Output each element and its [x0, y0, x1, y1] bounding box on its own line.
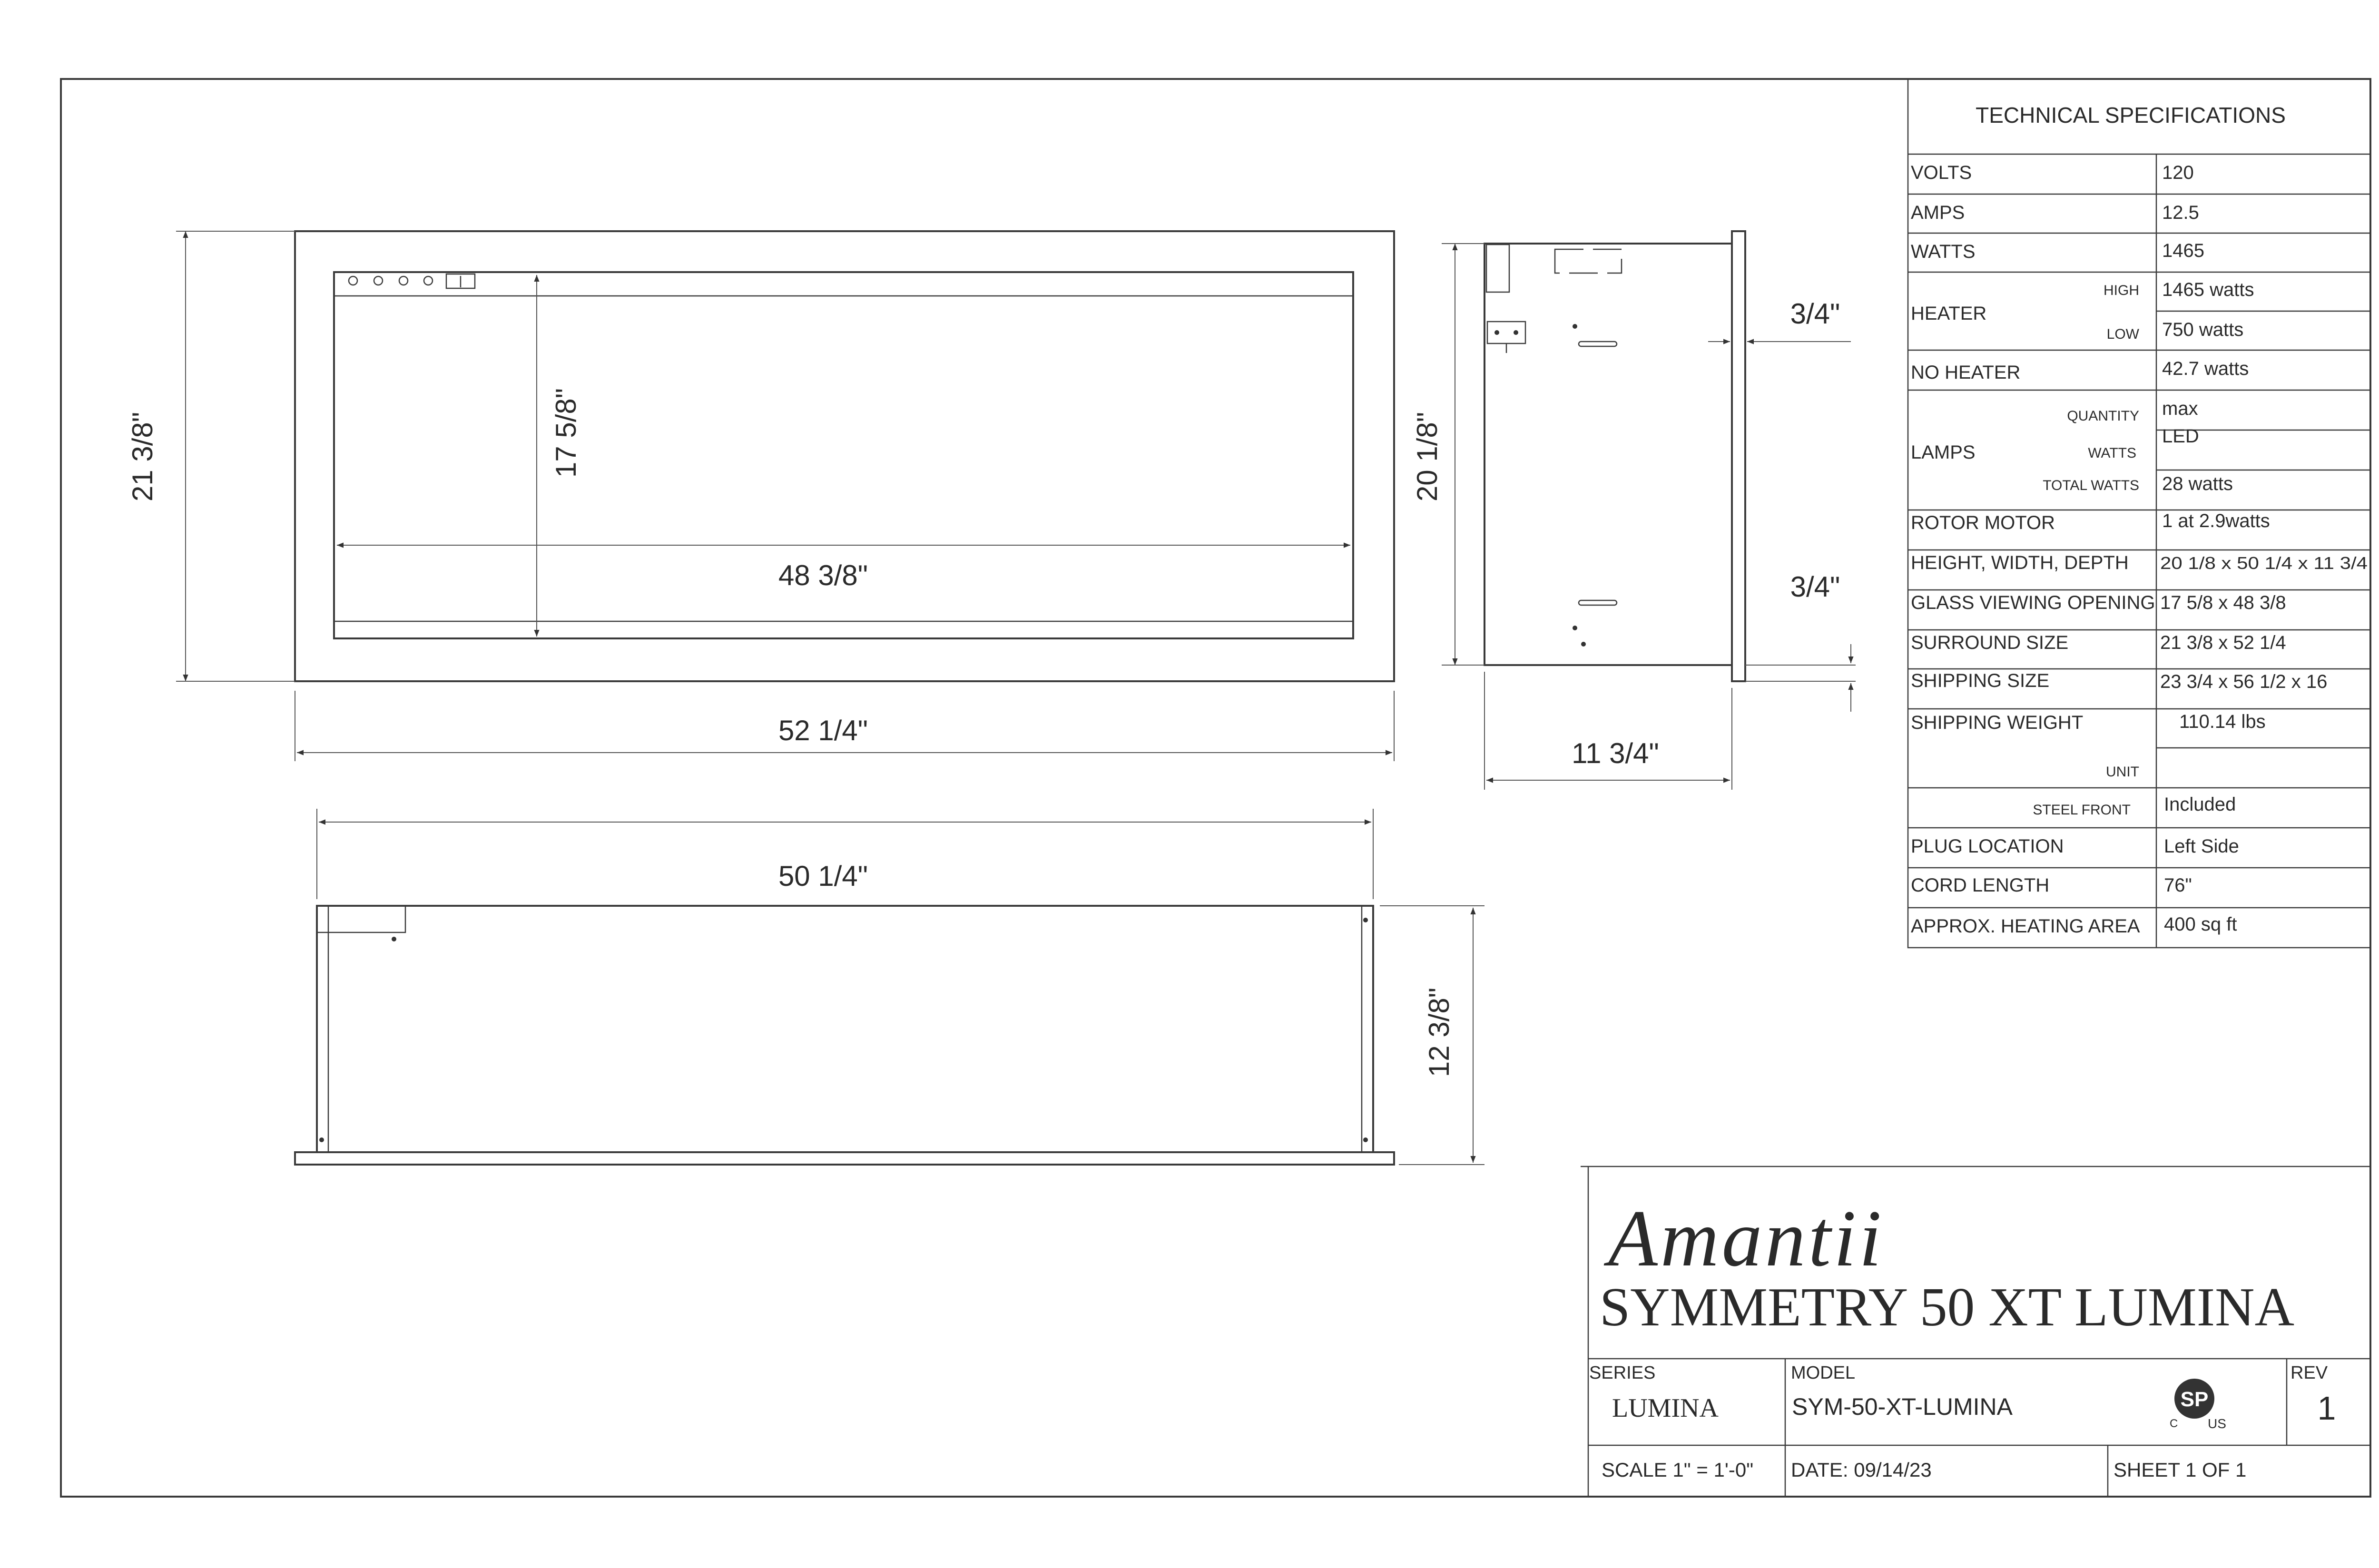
spec-shipping-weight: 110.14 lbs [2179, 711, 2266, 732]
scale-text: SCALE 1" = 1'-0" [1602, 1459, 1754, 1481]
spec-high: 1465 watts [2162, 279, 2254, 300]
cert-mark-text: SP [2180, 1388, 2209, 1411]
spec-plug: Left Side [2164, 836, 2239, 857]
side-flange [1732, 231, 1745, 681]
spec-glass-label: GLASS VIEWING OPENING [1911, 592, 2155, 613]
spec-cord: 76" [2164, 875, 2192, 896]
model-value: SYM-50-XT-LUMINA [1792, 1393, 2013, 1420]
side-body [1484, 244, 1732, 665]
spec-watts: 1465 [2162, 240, 2204, 261]
spec-amps: 12.5 [2162, 202, 2199, 223]
spec-low-label: LOW [2106, 326, 2139, 342]
dim-top-height: 12 3/8" [1423, 987, 1455, 1078]
spec-total-watts: 28 watts [2162, 473, 2233, 494]
sheet-text: SHEET 1 OF 1 [2114, 1459, 2247, 1481]
spec-hwd-label: HEIGHT, WIDTH, DEPTH [1911, 552, 2129, 573]
cert-c-text: C [2170, 1417, 2178, 1430]
date-text: DATE: 09/14/23 [1791, 1459, 1932, 1481]
spec-unit-label: UNIT [2106, 764, 2139, 780]
spec-surround: 21 3/8 x 52 1/4 [2160, 632, 2286, 653]
front-view [176, 231, 1394, 761]
spec-volts: 120 [2162, 162, 2194, 183]
cert-us-text: US [2208, 1416, 2226, 1431]
spec-heating-area: 400 sq ft [2164, 914, 2237, 935]
spec-heating-area-label: APPROX. HEATING AREA [1911, 916, 2140, 937]
spec-lamps-label: LAMPS [1911, 442, 1976, 463]
spec-total-watts-label: TOTAL WATTS [2043, 478, 2139, 493]
front-surround [295, 231, 1394, 681]
top-view [295, 809, 1484, 1165]
spec-watts-label: WATTS [1911, 241, 1976, 262]
spec-cord-label: CORD LENGTH [1911, 875, 2050, 896]
rev-value: 1 [2317, 1390, 2336, 1427]
top-body [317, 906, 1373, 1152]
spec-rotor: 1 at 2.9watts [2162, 510, 2270, 531]
control-button-icon [399, 276, 408, 285]
spec-high-label: HIGH [2104, 283, 2139, 298]
spec-no-heater-label: NO HEATER [1911, 362, 2021, 383]
spec-title: TECHNICAL SPECIFICATIONS [1976, 103, 2286, 127]
model-label: MODEL [1791, 1363, 1856, 1383]
rev-label: REV [2291, 1363, 2328, 1383]
dim-front-height: 21 3/8" [127, 412, 158, 502]
dim-flange-bottom: 3/4" [1790, 571, 1840, 603]
spec-plug-label: PLUG LOCATION [1911, 836, 2064, 857]
spec-lamp-watts: LED [2162, 426, 2199, 447]
plug-icon [1487, 322, 1525, 343]
dim-unit-width: 50 1/4" [778, 860, 868, 892]
spec-quantity-label: QUANTITY [2067, 408, 2139, 424]
series-label: SERIES [1589, 1363, 1656, 1383]
spec-hwd: 20 1/8 x 50 1/4 x 11 3/4 [2160, 553, 2368, 573]
control-button-icon [374, 276, 383, 285]
spec-heater-label: HEATER [1911, 303, 1987, 324]
dim-flange-top: 3/4" [1790, 298, 1840, 330]
brand-logo: Amantii [1608, 1194, 1885, 1283]
spec-steel-front: Included [2164, 794, 2236, 815]
spec-rotor-label: ROTOR MOTOR [1911, 512, 2055, 533]
dim-side-depth: 11 3/4" [1572, 737, 1659, 769]
control-button-icon [424, 276, 433, 285]
spec-no-heater: 42.7 watts [2162, 358, 2249, 379]
spec-steel-front-label: STEEL FRONT [2033, 802, 2131, 818]
spec-lamp-watts-label: WATTS [2088, 445, 2136, 461]
top-surround [295, 1152, 1394, 1165]
spec-volts-label: VOLTS [1911, 162, 1972, 183]
dim-glass-height: 17 5/8" [550, 388, 582, 478]
spec-low: 750 watts [2162, 319, 2244, 340]
spec-quantity: max [2162, 398, 2198, 419]
spec-shipping-weight-label: SHIPPING WEIGHT [1911, 712, 2084, 733]
series-value: LUMINA [1612, 1393, 1719, 1423]
spec-glass: 17 5/8 x 48 3/8 [2160, 592, 2286, 613]
dim-side-height: 20 1/8" [1411, 412, 1443, 502]
spec-surround-label: SURROUND SIZE [1911, 632, 2069, 653]
spec-amps-label: AMPS [1911, 202, 1965, 223]
spec-shipping-size: 23 3/4 x 56 1/2 x 16 [2160, 671, 2328, 692]
dim-glass-width: 48 3/8" [778, 559, 868, 591]
spec-values [2160, 162, 2368, 935]
dim-surround-width: 52 1/4" [778, 715, 868, 746]
product-title: SYMMETRY 50 XT LUMINA [1600, 1277, 2294, 1338]
control-button-icon [349, 276, 357, 285]
spec-shipping-size-label: SHIPPING SIZE [1911, 670, 2050, 691]
